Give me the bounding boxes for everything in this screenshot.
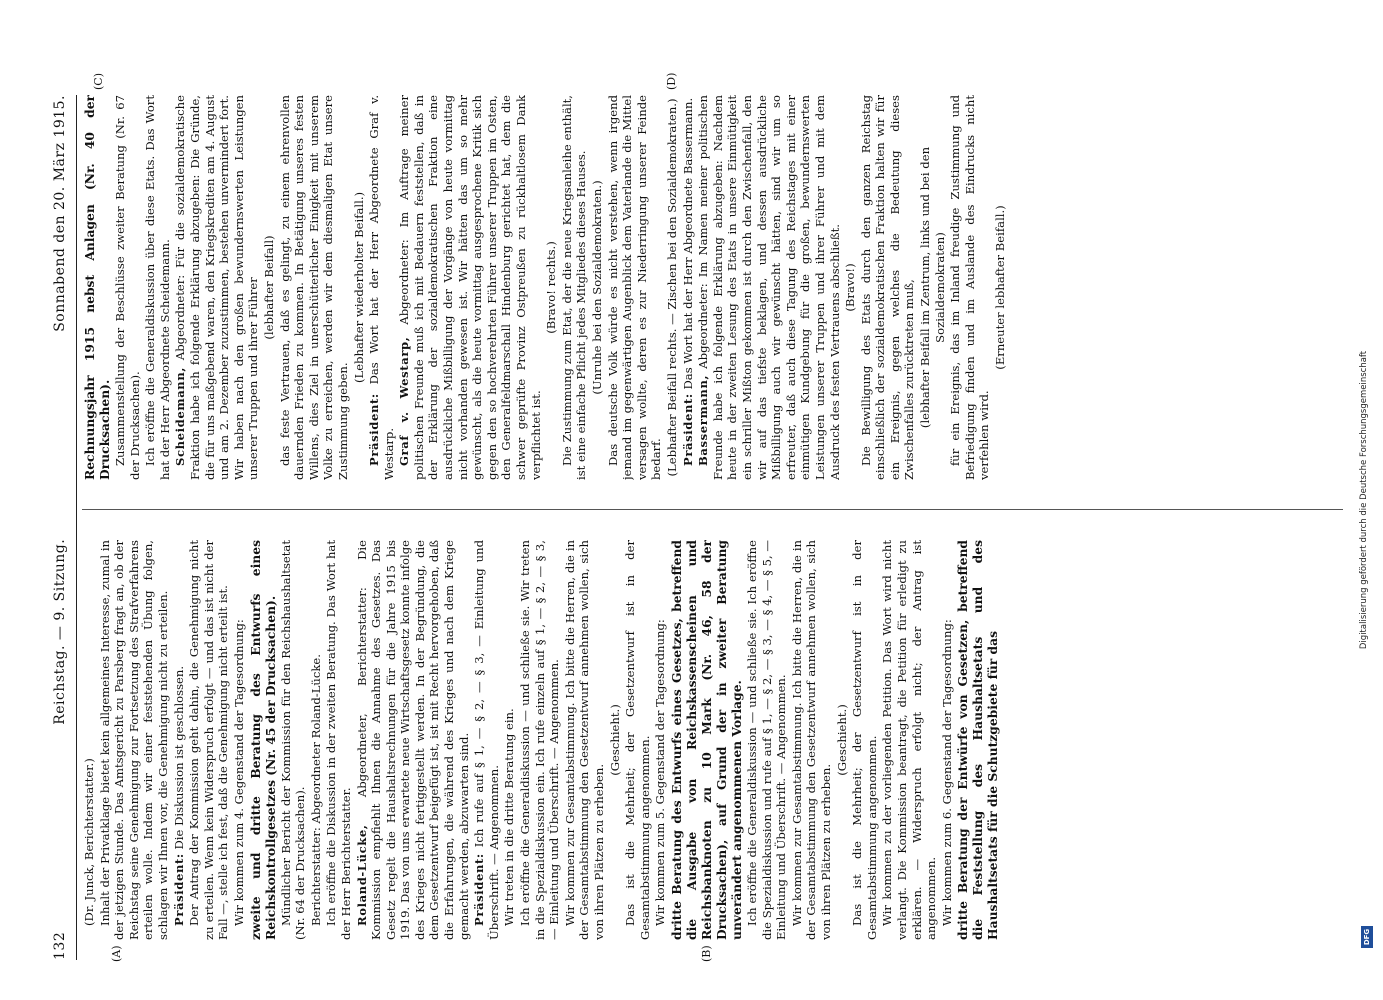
- speech-paragraph: [367, 95, 396, 480]
- speaker-name: Graf v. Westarp,: [397, 336, 412, 466]
- speaker-name: Scheidemann,: [173, 367, 188, 466]
- text-paragraph: Wir kommen zu der vorliegenden Petition. Das Wort wird nicht verlangt. Die Kommission beantragt, die Petition für erledigt zu erklären. — Widerspruch erfolgt nicht; der Antrag ist angenommen.: [880, 540, 939, 940]
- text-paragraph: Wir kommen zum 6. Gegenstand der Tagesordnung:: [939, 619, 954, 926]
- digitization-credit: Digitalisierung gefördert durch die Deutsche Forschungsgemeinschaft: [1359, 350, 1369, 650]
- speech-paragraph: [472, 540, 501, 940]
- interjection: (lebhafter Beifall): [261, 235, 276, 340]
- text-paragraph: Das deutsche Volk würde es nicht verstehen, wenn irgend jemand im gegenwärtigen Augenblick dem Vaterlande die Mittel versagen wollte, deren es zur Niederringung unserer Feinde bedarf.: [605, 95, 664, 480]
- text-paragraph: (Dr. Junck, Berichterstatter.): [82, 758, 96, 926]
- text-paragraph: Das ist die Mehrheit; der Gesetzentwurf ist in der Gesamtabstimmung angenommen.: [623, 540, 652, 940]
- speech-text: Das Wort hat der Herr Abgeordnete Bassermann.: [680, 97, 695, 390]
- text-paragraph: Ich eröffne die Generaldiskussion über diese Etats. Das Wort hat der Herr Abgeordnete Scheidemann.: [143, 95, 172, 480]
- text-paragraph: Die Bewilligung des Etats durch den ganzen Reichstag einschließlich der sozialdemokratischen Fraktion halten wir für ein Ereignis, gegen welches die Bedeutung dieses Zwischenfalles zurücktreten muß,: [858, 95, 917, 480]
- header-rule: [76, 95, 77, 960]
- speaker-name: Präsident:: [680, 393, 695, 466]
- speech-paragraph: [355, 540, 472, 940]
- page-header: [52, 95, 74, 960]
- speech-text: Abgeordneter: Für die sozialdemokratische Fraktion habe ich folgende Erklärung abzugeben: Die Gründe, die für uns maßgebend waren, den Kriegskrediten am 4. August und am 2. Dezember zuzustimmen, bestehen unvermindert fort. Wir haben nach den großen bewundernswerten Leistungen unserer Truppen und ihrer Führer: [173, 95, 261, 480]
- page-number: 132: [52, 931, 68, 960]
- speaker-name: Präsident:: [367, 393, 382, 466]
- interjection: (Erneuter lebhafter Beifall.): [993, 205, 1008, 370]
- speech-text: Abgeordneter: Im Namen meiner politischen Freunde habe ich folgende Erklärung abzugeben: Nachdem heute in der zweiten Lesung des Etats in unsere Einmütigkeit ein schriller Mißton gekommen ist durch den Zwischenfall, den wir auf das tiefste beklagen, und dessen ausdrückliche Mißbilligung auch wir gewünscht hätten, sind wir um so erfreuter, daß auch diese Tagung des Reichstages mit einer einmütigen Kundgebung für die großen, bewundernswerten Leistungen unserer Truppen und ihrer Führer und mit dem Ausdruck des festen Vertrauens abschließt.: [696, 95, 842, 480]
- agenda-item: Rechnungsjahr 1915 nebst Anlagen (Nr. 40 der Drucksachen).: [82, 95, 112, 480]
- agenda-item: dritte Beratung der Entwürfe von Gesetzen, betreffend die Feststellung des Haushaltsetats und des Haushaltsetats für die Schutzgebiete für das: [955, 540, 1001, 940]
- margin-marker-c: (C): [92, 73, 105, 90]
- interjection: (Geschieht.): [607, 704, 622, 776]
- dfg-logo: DFG: [1361, 926, 1373, 948]
- left-text-column: [82, 540, 1343, 940]
- speaker-name: Präsident:: [171, 853, 186, 926]
- speech-text: Abgeordneter, Berichterstatter: Die Kommission empfiehlt Ihnen die Annahme des Gesetzes. Das Gesetz regelt die Haushaltsrechnungen für die Jahre 1915 bis 1919. Das von uns erwartete neue Wirtschaftsgesetz konnte infolge des Krieges nicht fertiggestellt werden. In der Begründung, die dem Gesetzentwurf beigefügt ist, ist mit Recht hervorgehoben, daß die Erfahrungen, die während des Krieges und nach dem Kriege gemacht werden, abzuwarten sind.: [354, 540, 471, 940]
- text-paragraph: Der Antrag der Kommission geht dahin, die Genehmigung nicht zu erteilen. Wenn kein Widerspruch erfolgt — und das ist nicht der Fall —, stelle ich fest, daß die Genehmigung nicht erteilt ist.: [187, 540, 231, 940]
- speaker-name: Roland-Lücke,: [354, 824, 369, 926]
- text-paragraph: Die Zustimmung zum Etat, der die neue Kriegsanleihe enthält, ist eine einfache Pflicht jedes Mitgliedes dieses Hauses.: [559, 95, 589, 480]
- text-paragraph: Wir kommen zum 4. Gegenstand der Tagesordnung:: [231, 619, 246, 926]
- session-title: Reichstag. — 9. Sitzung.: [52, 538, 68, 725]
- text-paragraph: Zusammenstellung der Beschlüsse zweiter Beratung (Nr. 67 der Drucksachen).: [113, 95, 142, 480]
- session-date: Sonnabend den 20. März 1915.: [52, 95, 68, 332]
- text-paragraph: Wir kommen zur Gesamtabstimmung. Ich bitte die Herren, die in der Gesamtabstimmung den Gesetzentwurf annehmen wollen, sich von ihren Plätzen zu erheben.: [789, 540, 833, 940]
- interjection: (Bravo!): [843, 263, 858, 312]
- margin-marker-d: (D): [665, 72, 678, 90]
- text-paragraph: für ein Ereignis, das im Inland freudige Zustimmung und Befriedigung finden und im Auslande des Eindrucks nicht verfehlen wird.: [948, 95, 992, 480]
- interjection: (Unruhe bei den Sozialdemokraten.): [590, 180, 604, 395]
- interjection: (lebhafter Beifall im Zentrum, links und bei den Sozialdemokraten): [918, 146, 947, 429]
- speaker-name: Präsident:: [472, 853, 487, 926]
- text-paragraph: Wir kommen zur Gesamtabstimmung. Ich bitte die Herren, die in der Gesamtabstimmung den Gesetzentwurf annehmen wollen, sich von ihren Plätzen zu erheben.: [562, 540, 606, 940]
- text-paragraph: Ich eröffne die Generaldiskussion — und schließe sie. Ich eröffne die Spezialdiskussion und rufe auf § 1, — § 2, — § 3, — § 4, — § 5, — Einleitung und Überschrift. — Angenommen.: [744, 540, 789, 940]
- speech-text: Abgeordneter: Im Auftrage meiner politischen Freunde muß ich mit Bedauern feststellen, daß in der Erklärung der sozialdemokratischen Fraktion eine ausdrückliche Mißbilligung der Vorgänge von heute vormittag nicht vorhanden gewesen ist. Wir hätten das um so mehr gewünscht, als die heute vormittag ausgesprochene Kritik sich gegen den so hochverehrten Führer unserer Truppen im Osten, den Generalfeldmarschall Hindenburg gerichtet hat, dem die schwer geprüfte Provinz Ostpreußen zu rückhaltlosem Dank verpflichtet ist.: [397, 95, 543, 480]
- margin-marker-a: (A): [110, 945, 123, 962]
- text-paragraph: Das ist die Mehrheit; der Gesetzentwurf ist in der Gesamtabstimmung angenommen.: [850, 540, 879, 940]
- speech-paragraph: [696, 95, 842, 480]
- text-paragraph: Wir treten in die dritte Beratung ein.: [502, 708, 517, 926]
- interjection: (Lebhafter Beifall rechts. — Zischen bei den Sozialdemokraten.): [664, 98, 679, 477]
- margin-marker-b: (B): [700, 945, 713, 962]
- interjection: (Bravo! rechts.): [544, 241, 559, 334]
- interjection: (Geschieht.): [834, 704, 849, 776]
- speech-text: Das Wort hat der Herr Abgeordnete Graf v. Westarp.: [367, 95, 396, 480]
- text-paragraph: das feste Vertrauen, daß es gelingt, zu einem ehrenvollen dauernden Frieden zu kommen. In Betätigung unseres festen Willens, dies Ziel in unerschütterlicher Einigkeit mit unserem Volke zu erreichen, werden wir dem diesmaligen Etat unsere Zustimmung geben.: [277, 95, 350, 480]
- text-paragraph: Ich eröffne die Diskussion in der zweiten Beratung. Das Wort hat der Herr Berichterstatter.: [324, 540, 353, 940]
- text-paragraph: Berichterstatter: Abgeordneter Roland-Lücke.: [308, 654, 323, 926]
- speaker-name: Bassermann,: [696, 374, 711, 466]
- column-divider: [82, 509, 1343, 510]
- speech-paragraph: [173, 95, 261, 480]
- speech-paragraph: [397, 95, 543, 480]
- agenda-item: dritte Beratung des Entwurfs eines Gesetzes, betreffend die Ausgabe von Reichskassenscheinen und Reichsbanknoten zu 10 Mark (Nr. 46, 58 der Drucksachen), auf Grund der in zweiter Beratung unverändert angenommenen Vorlage.: [668, 540, 744, 940]
- text-paragraph: Ich eröffne die Generaldiskussion — und schließe sie. Wir treten in die Spezialdiskussion ein. Ich rufe einzeln auf § 1, — § 2, — § 3, — Einleitung und Überschrift. — Angenommen.: [518, 540, 562, 940]
- agenda-item: zweite und dritte Beratung des Entwurfs eines Reichskontrollgesetzes (Nr. 45 der Drucksachen).: [247, 540, 278, 940]
- speech-text: Die Diskussion ist geschlossen.: [171, 665, 186, 850]
- text-paragraph: Inhalt der Privatklage bietet kein allgemeines Interesse, zumal in der jetzigen Stunde. Das Amtsgericht zu Parsberg fragt an, ob der Reichstag seine Genehmigung zur Fortsetzung des Strafverfahrens erteilen wolle. Indem wir einer feststehenden Übung folgen, schlagen wir Ihnen vor, die Genehmigung nicht zu erteilen.: [97, 540, 170, 940]
- text-paragraph: Mündlicher Bericht der Kommission für den Reichshaushaltsetat (Nr. 64 der Drucksachen).: [278, 540, 308, 940]
- speech-text: Ich rufe auf § 1, — § 2, — § 3, — Einleitung und Überschrift. — Angenommen.: [472, 540, 501, 940]
- right-text-column: [82, 95, 1343, 480]
- text-paragraph: Wir kommen zum 5. Gegenstand der Tagesordnung:: [653, 619, 668, 926]
- speech-paragraph: [681, 95, 696, 480]
- speech-paragraph: [172, 540, 187, 940]
- interjection: (Lebhafter wiederholter Beifall.): [351, 191, 366, 384]
